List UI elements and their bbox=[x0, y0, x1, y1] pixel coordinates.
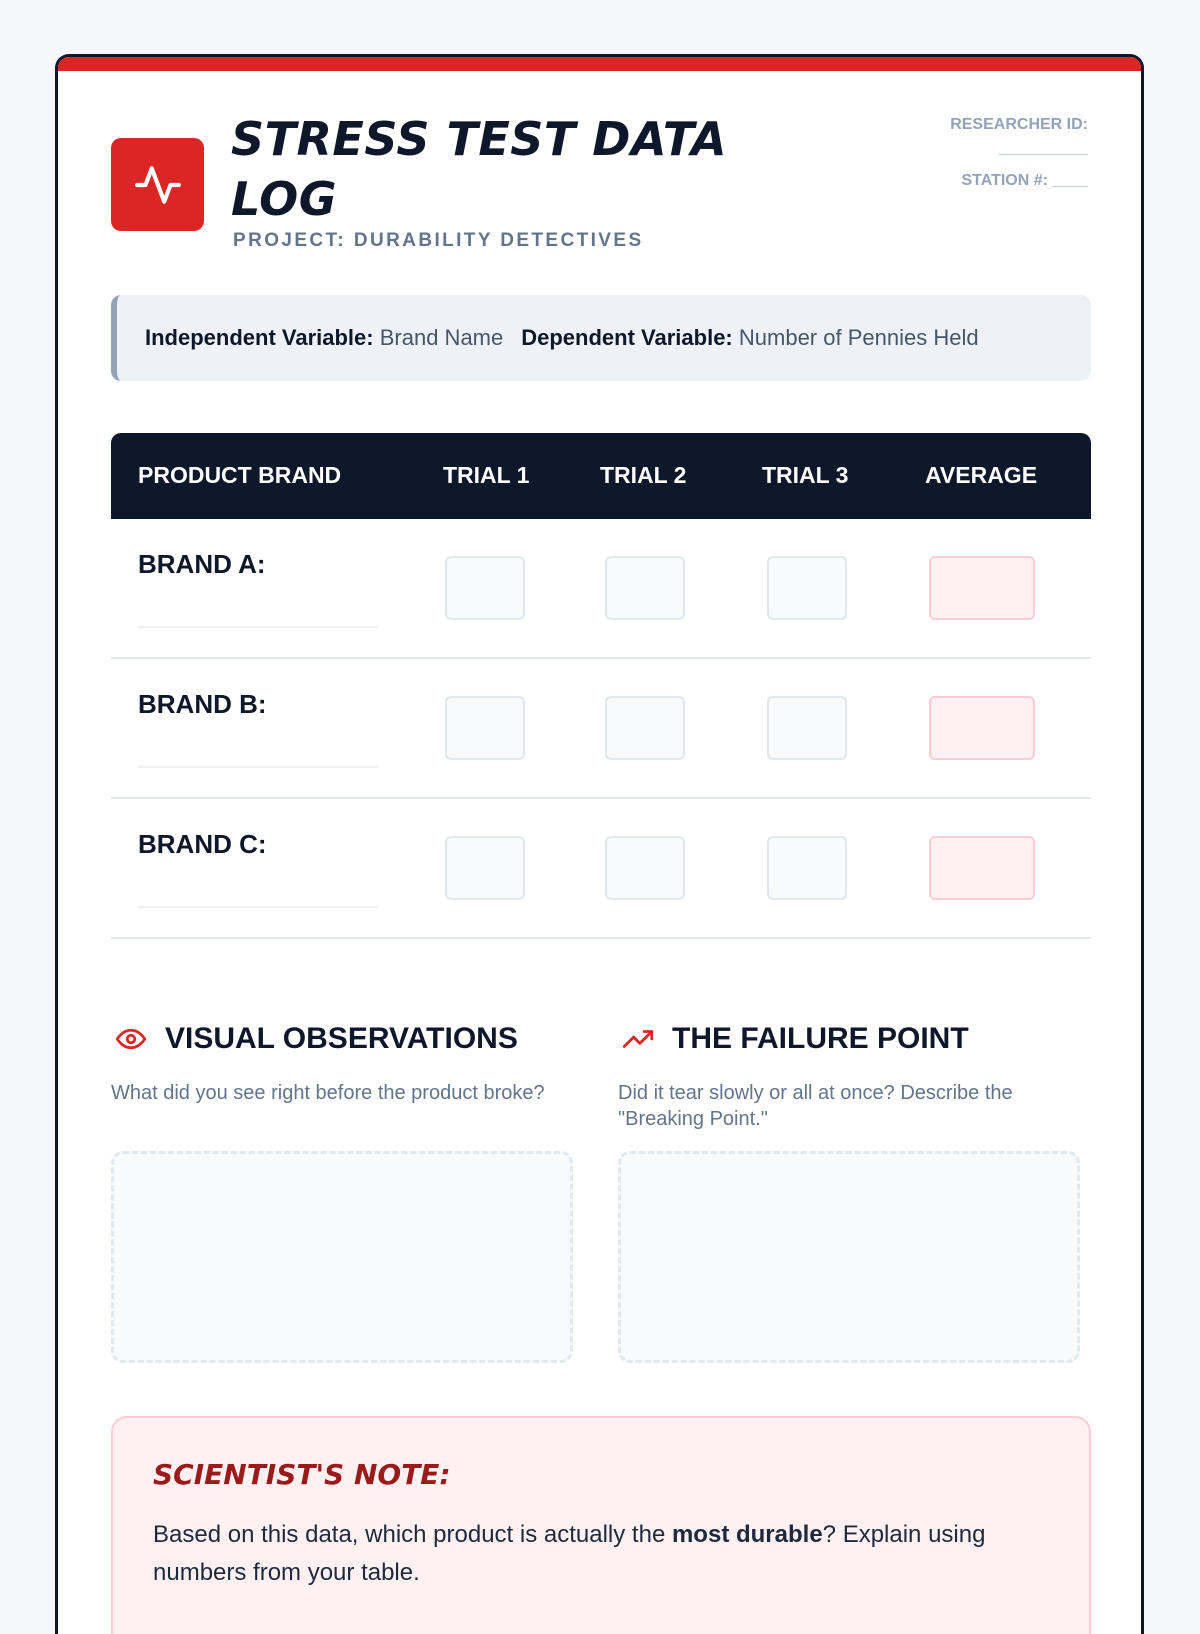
project-subtitle: PROJECT: DURABILITY DETECTIVES bbox=[233, 230, 644, 251]
brand-c-trial-1-input[interactable] bbox=[445, 836, 525, 900]
brand-b-average-input[interactable] bbox=[929, 696, 1035, 760]
table-row bbox=[111, 659, 1091, 799]
variables-banner bbox=[111, 295, 1091, 381]
brand-c-average-input[interactable] bbox=[929, 836, 1035, 900]
brand-a-trial-1-input[interactable] bbox=[445, 556, 525, 620]
note-text bbox=[153, 1516, 1053, 1592]
trending-up-icon bbox=[618, 1024, 658, 1054]
eye-icon bbox=[111, 1024, 151, 1054]
brand-a-name-line[interactable] bbox=[138, 626, 378, 628]
brand-c-trial-3-input[interactable] bbox=[767, 836, 847, 900]
researcher-id-line[interactable]: __________ bbox=[999, 140, 1088, 157]
brand-b-label: BRAND B: bbox=[138, 689, 267, 719]
dependent-variable-value: Number of Pennies Held bbox=[738, 325, 979, 350]
table-row bbox=[111, 519, 1091, 659]
brand-a-trial-3-input[interactable] bbox=[767, 556, 847, 620]
brand-a-label: BRAND A: bbox=[138, 549, 266, 579]
brand-b-trial-3-input[interactable] bbox=[767, 696, 847, 760]
header-average: AVERAGE bbox=[925, 462, 1038, 488]
note-text-bold: most durable bbox=[671, 1521, 823, 1548]
page-title: STRESS TEST DATA LOG bbox=[231, 112, 728, 226]
dependent-variable-label: Dependent Variable: bbox=[521, 325, 733, 350]
header-trial-2: TRIAL 2 bbox=[600, 462, 687, 488]
independent-variable-value: Brand Name bbox=[379, 325, 504, 350]
failure-title: THE FAILURE POINT bbox=[672, 1022, 969, 1055]
dependent-variable bbox=[521, 325, 978, 351]
brand-b-trial-2-input[interactable] bbox=[605, 696, 685, 760]
brand-a-trial-2-input[interactable] bbox=[605, 556, 685, 620]
table-header bbox=[111, 433, 1091, 519]
brand-c-label: BRAND C: bbox=[138, 829, 267, 859]
brand-b-trial-1-input[interactable] bbox=[445, 696, 525, 760]
note-text-start: Based on this data, which product is actually the bbox=[153, 1521, 672, 1548]
observations-heading bbox=[111, 1022, 518, 1056]
observations-prompt: What did you see right before the product broke? bbox=[111, 1082, 545, 1104]
brand-b-name-line[interactable] bbox=[138, 766, 378, 768]
independent-variable bbox=[145, 325, 503, 351]
brand-c-name-line[interactable] bbox=[138, 906, 378, 908]
logo bbox=[111, 138, 204, 231]
table-row bbox=[111, 799, 1091, 939]
failure-answer-box[interactable] bbox=[618, 1151, 1080, 1363]
worksheet bbox=[55, 54, 1144, 1634]
header-product-brand: PRODUCT BRAND bbox=[138, 462, 342, 488]
scientist-note bbox=[111, 1416, 1091, 1634]
failure-heading bbox=[618, 1022, 969, 1056]
researcher-info bbox=[788, 113, 1088, 193]
independent-variable-label: Independent Variable: bbox=[145, 325, 374, 350]
researcher-id-label: RESEARCHER ID: bbox=[950, 116, 1088, 133]
header-trial-3: TRIAL 3 bbox=[762, 462, 849, 488]
note-text-end: ? Explain using numbers from your table. bbox=[153, 1521, 986, 1586]
brand-c-trial-2-input[interactable] bbox=[605, 836, 685, 900]
header-trial-1: TRIAL 1 bbox=[443, 462, 530, 488]
observations-title: VISUAL OBSERVATIONS bbox=[165, 1022, 518, 1055]
top-accent-bar bbox=[58, 57, 1141, 71]
pulse-icon bbox=[133, 160, 183, 210]
failure-prompt: Did it tear slowly or all at once? Describe the "Breaking Point." bbox=[618, 1082, 1013, 1130]
station-label: STATION #: bbox=[961, 172, 1048, 189]
station-line[interactable]: ____ bbox=[1052, 172, 1088, 189]
brand-a-average-input[interactable] bbox=[929, 556, 1035, 620]
note-title: SCIENTIST'S NOTE: bbox=[153, 1458, 451, 1491]
observations-answer-box[interactable] bbox=[111, 1151, 573, 1363]
station-field bbox=[788, 169, 1088, 193]
